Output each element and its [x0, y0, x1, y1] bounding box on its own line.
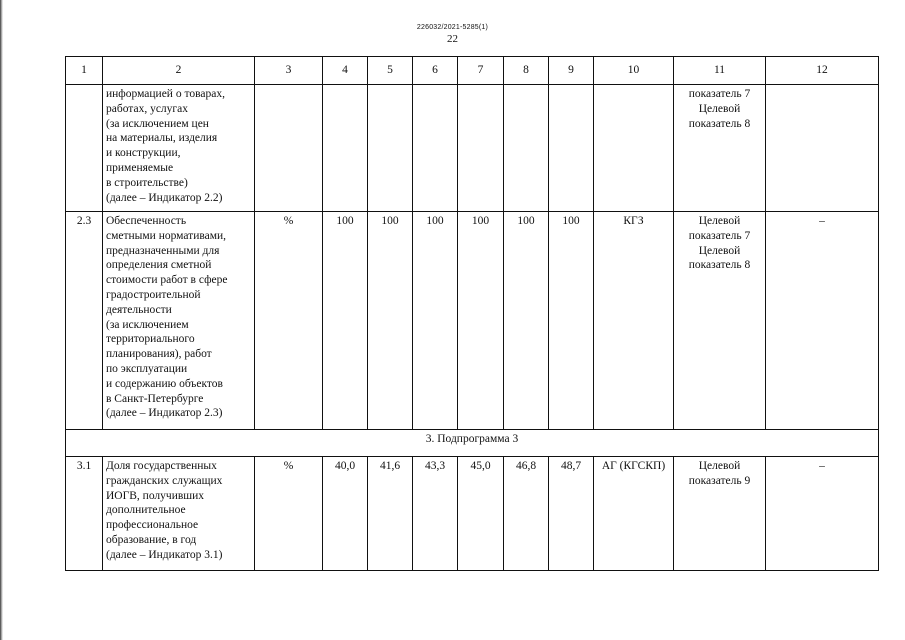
column-number: 10	[594, 57, 674, 85]
table-row-2-3	[66, 212, 879, 430]
section-row	[66, 430, 879, 457]
value-cell: 100	[368, 212, 413, 430]
value-cell: 100	[413, 212, 458, 430]
value-cell: 100	[458, 212, 504, 430]
value-cell: 46,8	[504, 457, 549, 571]
value-cell: 48,7	[549, 457, 594, 571]
target-indicator-cell: показатель 7 Целевой показатель 8	[674, 85, 766, 212]
note-cell: –	[766, 457, 879, 571]
value-cell	[458, 85, 504, 212]
responsible-cell: КГЗ	[594, 212, 674, 430]
value-cell: 100	[504, 212, 549, 430]
scan-edge	[0, 0, 3, 640]
value-cell	[413, 85, 458, 212]
unit-cell	[255, 85, 323, 212]
note-cell: –	[766, 212, 879, 430]
section-title: 3. Подпрограмма 3	[66, 430, 879, 457]
row-number: 2.3	[66, 212, 103, 430]
value-cell: 100	[323, 212, 368, 430]
value-cell: 40,0	[323, 457, 368, 571]
column-number: 9	[549, 57, 594, 85]
value-cell: 45,0	[458, 457, 504, 571]
column-number: 1	[66, 57, 103, 85]
row-number: 3.1	[66, 457, 103, 571]
column-number: 11	[674, 57, 766, 85]
column-number: 4	[323, 57, 368, 85]
value-cell: 43,3	[413, 457, 458, 571]
indicator-description: Доля государственных гражданских служащих ИОГВ, получивших дополнительное профессиональное образование, в год (далее – Индикатор 3.1)	[103, 457, 255, 571]
value-cell	[549, 85, 594, 212]
note-cell	[766, 85, 879, 212]
page-number: 22	[447, 33, 458, 45]
column-number: 8	[504, 57, 549, 85]
responsible-cell	[594, 85, 674, 212]
column-number: 2	[103, 57, 255, 85]
value-cell: 100	[549, 212, 594, 430]
unit-cell: %	[255, 212, 323, 430]
indicators-table	[65, 56, 879, 571]
value-cell	[323, 85, 368, 212]
value-cell	[504, 85, 549, 212]
column-number: 7	[458, 57, 504, 85]
column-number: 5	[368, 57, 413, 85]
row-number	[66, 85, 103, 212]
column-number: 12	[766, 57, 879, 85]
target-indicator-cell: Целевой показатель 7 Целевой показатель 8	[674, 212, 766, 430]
document-id: 226032/2021-5285(1)	[416, 24, 489, 31]
value-cell	[368, 85, 413, 212]
value-cell: 41,6	[368, 457, 413, 571]
indicator-description: Обеспеченность сметными нормативами, предназначенными для определения сметной стоимости работ в сфере градостроительной деятельности (за исключением территориального планирования), работ по эксплуатации и содержанию объектов в Санкт-Петербурге (далее – Индикатор 2.3)	[103, 212, 255, 430]
table-row-3-1	[66, 457, 879, 571]
column-number-row	[66, 57, 879, 85]
column-number: 6	[413, 57, 458, 85]
target-indicator-cell: Целевой показатель 9	[674, 457, 766, 571]
column-number: 3	[255, 57, 323, 85]
table-row-continuation	[66, 85, 879, 212]
unit-cell: %	[255, 457, 323, 571]
responsible-cell: АГ (КГСКП)	[594, 457, 674, 571]
indicator-description: информацией о товарах, работах, услугах (за исключением цен на материалы, изделия и конструкции, применяемые в строительстве) (далее – Индикатор 2.2)	[103, 85, 255, 212]
